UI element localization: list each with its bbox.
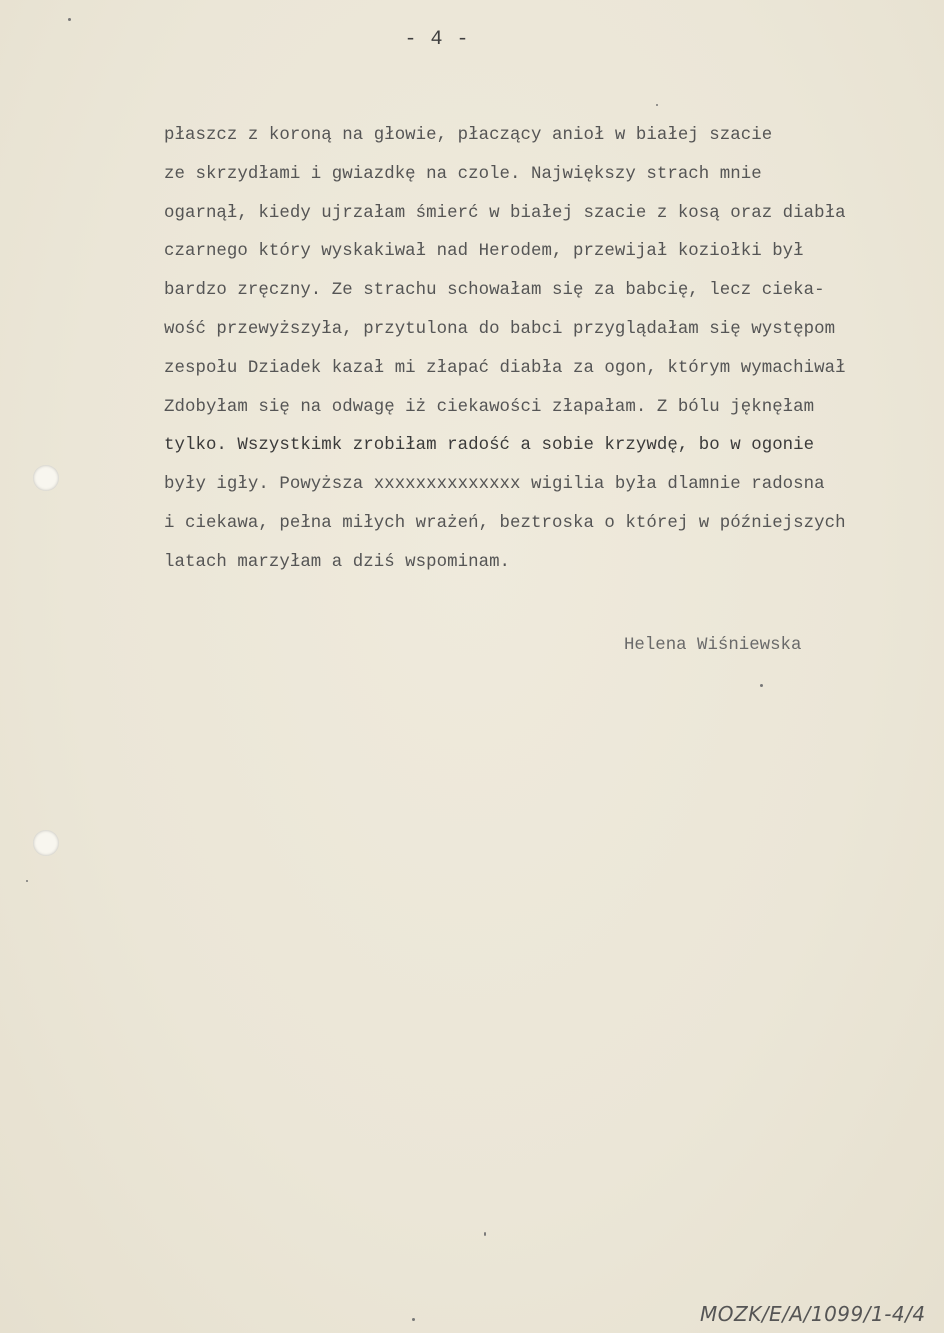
paper-speck xyxy=(656,104,658,106)
text-line: ze skrzydłami i gwiazdkę na czole. Największy strach mnie xyxy=(164,164,762,184)
text-line: czarnego który wyskakiwał nad Herodem, przewijał koziołki był xyxy=(164,242,804,262)
text-line: wość przewyższyła, przytulona do babci przyglądałam się występom xyxy=(164,319,836,339)
text-line: zespołu Dziadek kazał mi złapać diabła za ogon, którym wymachiwał xyxy=(164,358,846,378)
signature: Helena Wiśniewska xyxy=(624,636,802,655)
text-line: były igły. Powyższa xxxxxxxxxxxxxx wigilia była dlamnie radosna xyxy=(164,475,825,495)
archive-reference: MOZK/E/A/1099/1-4/4 xyxy=(700,1302,926,1326)
text-line: ogarnął, kiedy ujrzałam śmierć w białej szacie z kosą oraz diabła xyxy=(164,203,846,223)
paper-speck xyxy=(26,880,28,882)
paper-speck xyxy=(484,1232,486,1236)
text-line: latach marzyłam a dziś wspominam. xyxy=(164,552,511,572)
text-line: tylko. Wszystkimk zrobiłam radość a sobie krzywdę, bo w ogonie xyxy=(164,436,815,456)
paper-speck xyxy=(68,18,71,21)
text-line: i ciekawa, pełna miłych wrażeń, beztroska o której w późniejszych xyxy=(164,513,846,533)
paper-speck xyxy=(760,684,763,687)
text-line: bardzo zręczny. Ze strachu schowałam się za babcię, lecz cieka- xyxy=(164,281,825,301)
punch-hole xyxy=(33,465,59,491)
text-line: Zdobyłam się na odwagę iż ciekawości złapałam. Z bólu jęknęłam xyxy=(164,397,815,417)
page-number: - 4 - xyxy=(404,28,470,51)
punch-hole xyxy=(33,830,59,856)
text-line: płaszcz z koroną na głowie, płaczący anioł w białej szacie xyxy=(164,126,773,145)
typed-paragraph xyxy=(164,122,924,588)
paper-speck xyxy=(412,1318,415,1321)
